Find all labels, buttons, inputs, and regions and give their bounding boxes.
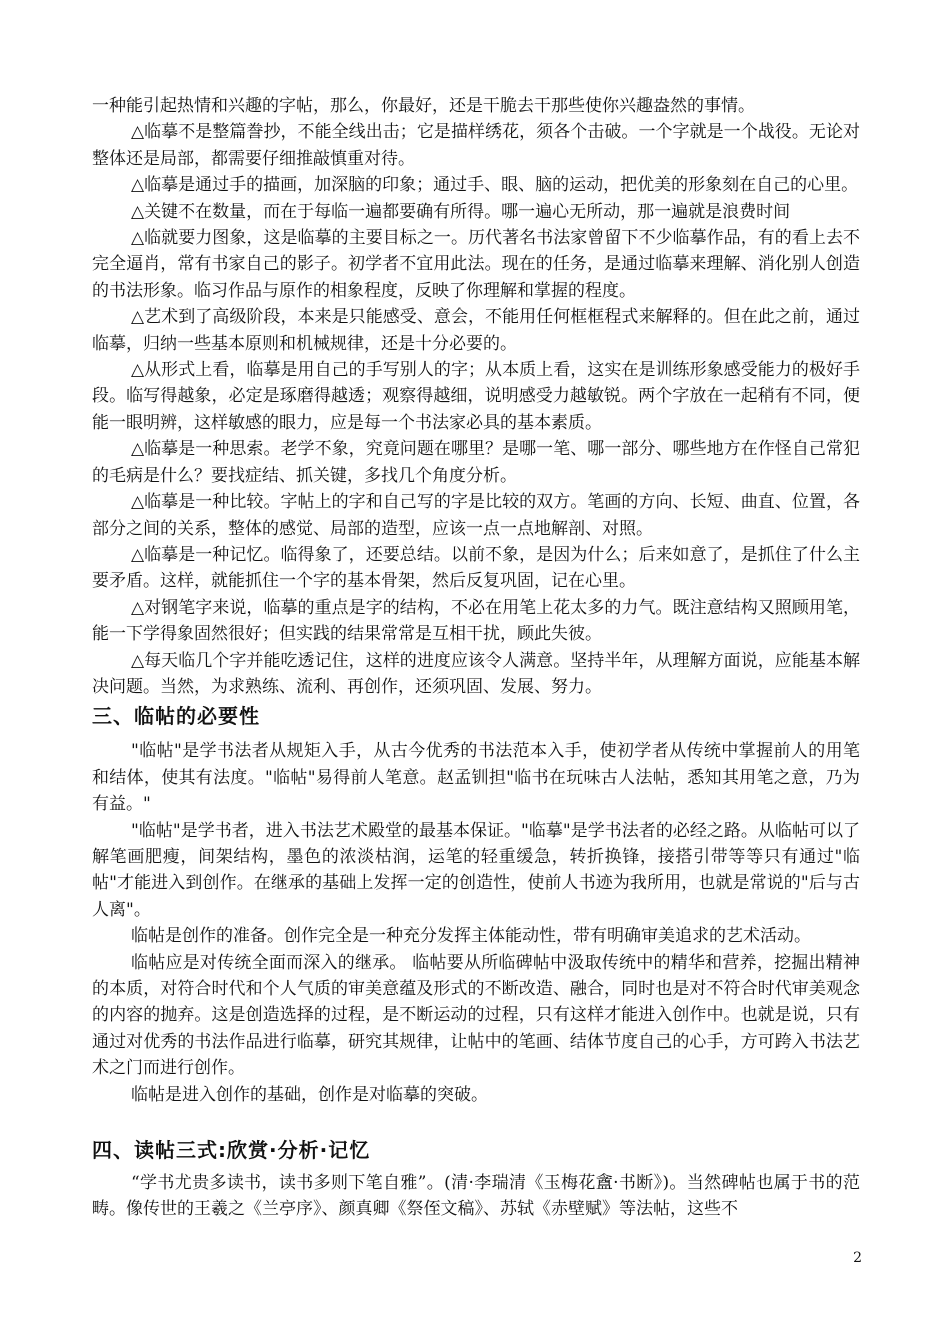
paragraph-continuation: 一种能引起热情和兴趣的字帖，那么，你最好，还是干脆去干那些使你兴趣盎然的事情。 [92, 96, 755, 116]
paragraph: △临摹是一种比较。字帖上的字和自己写的字是比较的双方。笔画的方向、长短、曲直、位置，各部分之间的关系，整体的感觉、局部的造型，应该一点一点地解剖、对照。 [92, 492, 860, 539]
paragraph: 临帖应是对传统全面而深入的继承。 临帖要从所临碑帖中汲取传统中的精华和营养，挖掘出精神的本质，对符合时代和个人气质的审美意蕴及形式的不断改造、融合，同时也是对不符合时代审美观念的内容的抛弃。这是创造选择的过程，是不断运动的过程，只有这样才能进入创作中。也就是说，只有通过对优秀的书法作品进行临摹，研究其规律，让帖中的笔画、结体节度自己的心手，方可跨入书法艺术之门而进行创作。 [92, 952, 860, 1079]
section-heading-4: 四、读帖三式:欣赏·分析·记忆 [92, 1138, 371, 1163]
paragraph: "临帖"是学书法者从规矩入手，从古今优秀的书法范本入手，使初学者从传统中掌握前人的用笔和结体，使其有法度。"临帖"易得前人笔意。赵孟钏担"临书在玩味古人法帖，悉知其用笔之意，乃为有益。" [92, 741, 860, 815]
page-content [92, 93, 860, 1223]
paragraph: "临帖"是学书者，进入书法艺术殿堂的最基本保证。"临摹"是学书法者的必经之路。从临帖可以了解笔画肥瘦，间架结构，墨色的浓淡枯润，运笔的轻重缓急，转折换锋，接搭引带等等只有通过"临帖"才能进入到创作。在继承的基础上发挥一定的创造性，使前人书迹为我所用，也就是常说的"后与古人离"。 [92, 820, 860, 920]
paragraph: △临摹是一种记忆。临得象了，还要总结。以前不象，是因为什么；后来如意了，是抓住了什么主要矛盾。这样，就能抓住一个字的基本骨架，然后反复巩固，记在心里。 [92, 544, 860, 592]
paragraph: △临摹是一种思索。老学不象，究竟问题在哪里？是哪一笔、哪一部分、哪些地方在作怪自己常犯的毛病是什么？要找症结、抓关键，多找几个角度分析。 [92, 439, 860, 486]
paragraph: △每天临几个字并能吃透记住，这样的进度应该令人满意。坚持半年，从理解方面说，应能基本解决问题。当然，为求熟练、流利、再创作，还须巩固、发展、努力。 [92, 650, 860, 697]
paragraph: △从形式上看，临摹是用自己的手写别人的字；从本质上看，这实在是训练形象感受能力的极好手段。临写得越象，必定是琢磨得越透；观察得越细，说明感受力越敏锐。两个字放在一起稍有不同，便能一眼明辨，这样敏感的眼力，应是每一个书法家必具的基本素质。 [92, 360, 860, 433]
paragraph: △关键不在数量，而在于每临一遍都要确有所得。哪一遍心无所动，那一遍就是浪费时间 [131, 201, 791, 222]
paragraph: 临帖是进入创作的基础，创作是对临摹的突破。 [131, 1084, 488, 1105]
paragraph: “学书尤贵多读书，读书多则下笔自雅”。(清·李瑞清《玉梅花盦·书断》)。当然碑帖也属于书的范畴。像传世的王羲之《兰亭序》、颜真卿《祭侄文稿》、苏轼《赤壁赋》等法帖，这些不 [92, 1173, 860, 1220]
paragraph: △临摹不是整篇誊抄，不能全线出击；它是描样绣花，须各个击破。一个字就是一个战役。无论对整体还是局部，都需要仔细推敲慎重对待。 [92, 122, 860, 169]
paragraph: △临摹是通过手的描画，加深脑的印象；通过手、眼、脑的运动，把优美的形象刻在自己的心里。 [131, 175, 859, 196]
paragraph: 临帖是创作的准备。创作完全是一种充分发挥主体能动性，带有明确审美追求的艺术活动。 [131, 926, 811, 947]
page-number: 2 [853, 1250, 862, 1266]
paragraph: △临就要力图象，这是临摹的主要目标之一。历代著名书法家曾留下不少临摹作品，有的看上去不完全逼肖，常有书家自己的影子。初学者不宜用此法。现在的任务，是通过临摹来理解、消化别人创造的书法形象。临习作品与原作的相象程度，反映了你理解和掌握的程度。 [92, 228, 860, 301]
paragraph: △对钢笔字来说，临摹的重点是字的结构，不必在用笔上花太多的力气。既注意结构又照顾用笔，能一下学得象固然很好；但实践的结果常常是互相干扰，顾此失彼。 [92, 597, 860, 645]
section-heading-3: 三、临帖的必要性 [92, 704, 260, 729]
paragraph: △艺术到了高级阶段，本来是只能感受、意会，不能用任何框框程式来解释的。但在此之前，通过临摹，归纳一些基本原则和机械规律，还是十分必要的。 [92, 307, 860, 354]
